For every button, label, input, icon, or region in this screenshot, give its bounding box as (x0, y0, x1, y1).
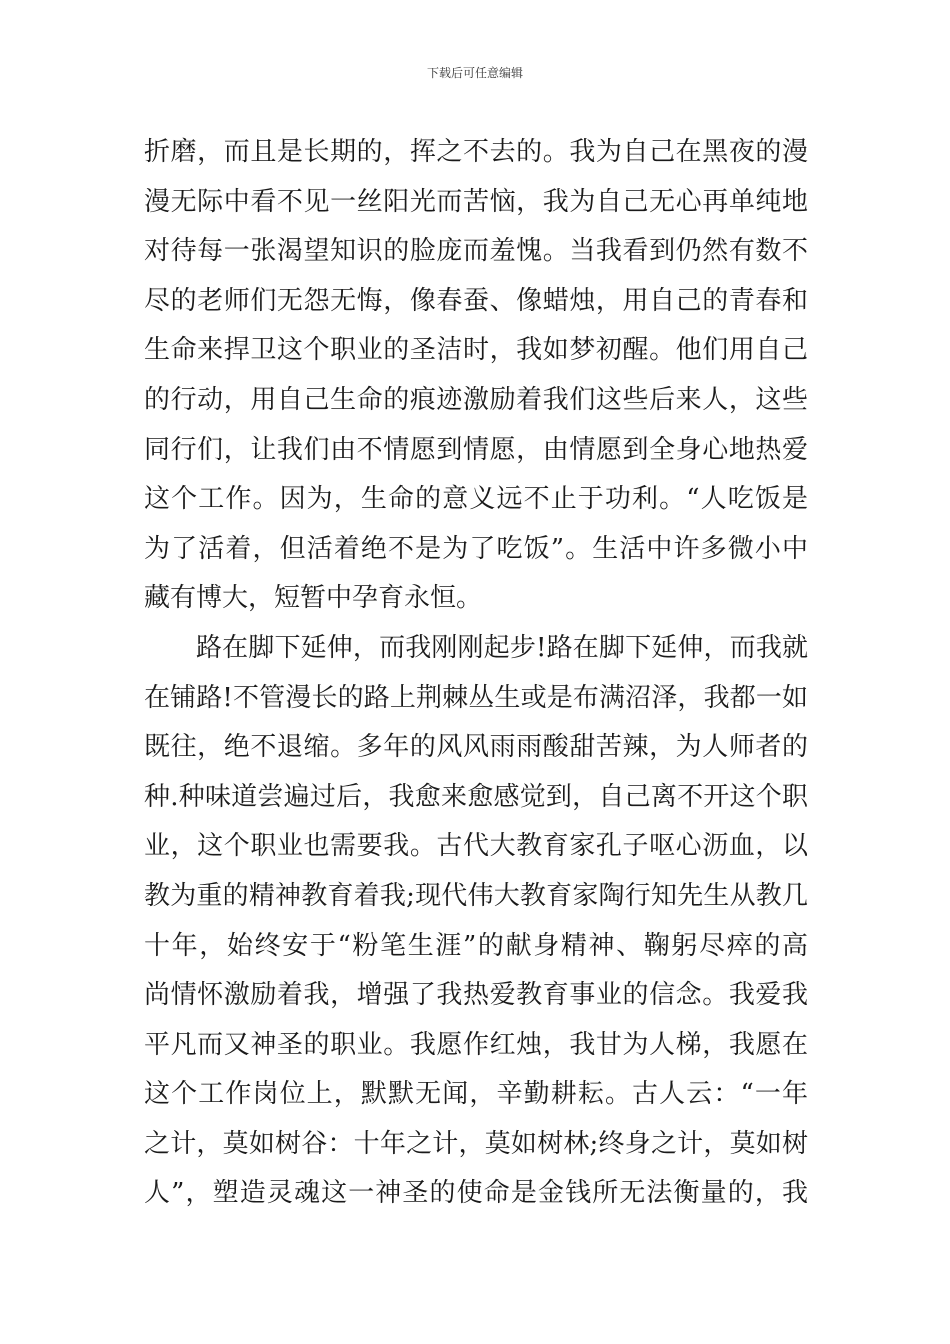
text-line: 尚情怀激励着我，增强了我热爱教育事业的信念。我爱我 (144, 980, 808, 1011)
text-line: 这个工作。因为，生命的意义远不止于功利。“人吃饭是 (144, 484, 808, 515)
text-line: 的行动，用自己生命的痕迹激励着我们这些后来人，这些 (144, 384, 808, 415)
text-line: 十年，始终安于“粉笔生涯”的献身精神、鞠躬尽瘁的高 (144, 930, 808, 961)
text-line: 尽的老师们无怨无悔，像春蚕、像蜡烛，用自己的青春和 (144, 285, 808, 316)
text-line: 既往，绝不退缩。多年的风风雨雨酸甜苦辣，为人师者的 (144, 732, 808, 763)
text-line: 人”，塑造灵魂这一神圣的使命是金钱所无法衡量的，我 (144, 1178, 808, 1209)
text-line: 这个工作岗位上，默默无闻，辛勤耕耘。古人云：“一年 (144, 1079, 808, 1110)
text-line: 之计，莫如树谷：十年之计，莫如树林;终身之计，莫如树 (144, 1128, 808, 1159)
text-line: 在铺路!不管漫长的路上荆棘丛生或是布满沼泽，我都一如 (144, 682, 808, 713)
text-line: 种.种味道尝遍过后，我愈来愈感觉到，自己离不开这个职 (144, 781, 808, 812)
text-line: 漫无际中看不见一丝阳光而苦恼，我为自己无心再单纯地 (144, 186, 808, 217)
paragraph-1 (144, 128, 808, 624)
text-line: 同行们，让我们由不情愿到情愿，由情愿到全身心地热爱 (144, 434, 808, 465)
text-line: 为了活着，但活着绝不是为了吃饭”。生活中许多微小中 (144, 533, 808, 564)
text-line: 业，这个职业也需要我。古代大教育家孔子呕心沥血，以 (144, 831, 808, 862)
text-line: 教为重的精神教育着我;现代伟大教育家陶行知先生从教几 (144, 880, 808, 911)
text-line: 生命来捍卫这个职业的圣洁时，我如梦初醒。他们用自己 (144, 335, 808, 366)
text-line: 折磨，而且是长期的，挥之不去的。我为自己在黑夜的漫 (144, 137, 808, 167)
text-line: 路在脚下延伸，而我刚刚起步!路在脚下延伸，而我就 (196, 632, 808, 663)
text-line: 藏有博大，短暂中孕育永恒。 (144, 583, 483, 614)
document-body (144, 128, 808, 1219)
text-line: 对待每一张渴望知识的脸庞而羞愧。当我看到仍然有数不 (144, 236, 808, 267)
text-line: 平凡而又神圣的职业。我愿作红烛，我甘为人梯，我愿在 (144, 1029, 808, 1060)
page-header: 下载后可任意编辑 (426, 66, 523, 80)
paragraph-2 (144, 624, 808, 1219)
